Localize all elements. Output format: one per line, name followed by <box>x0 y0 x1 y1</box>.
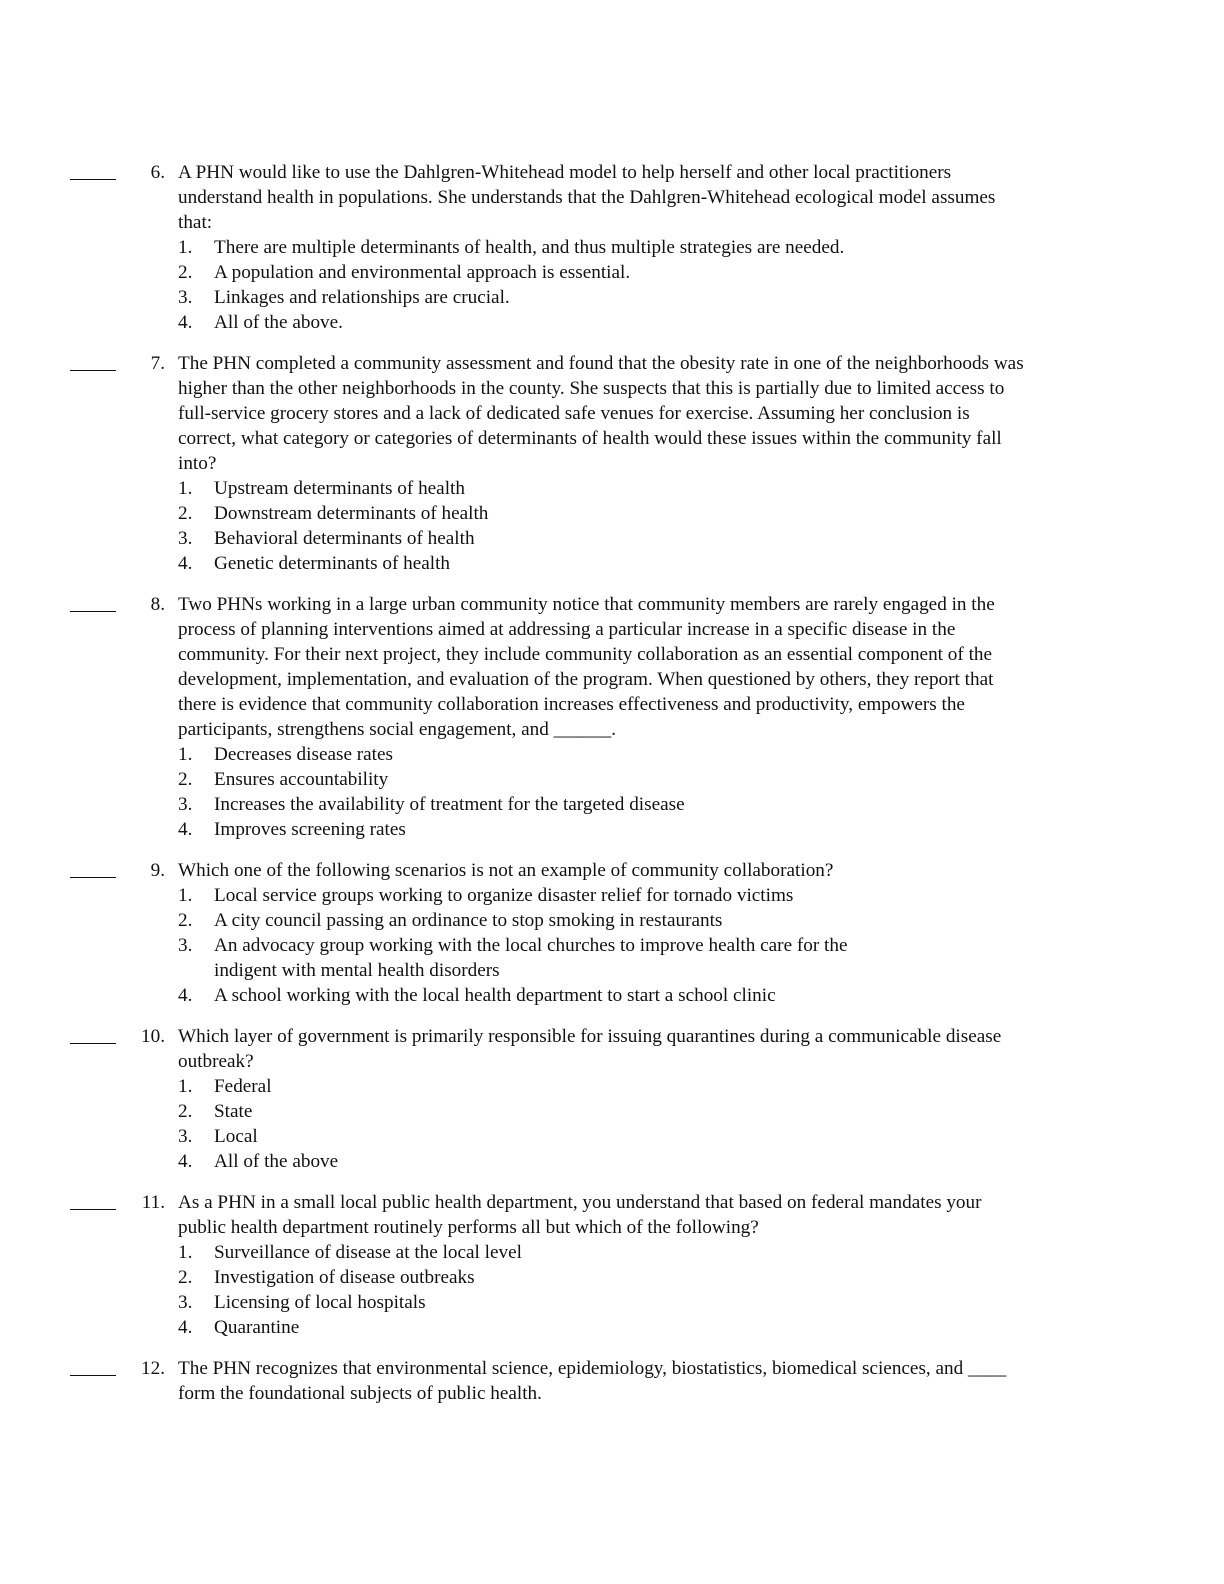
option-number: 2. <box>178 503 193 524</box>
answer-blank[interactable] <box>70 1190 116 1210</box>
question-page <box>0 160 1224 1422</box>
option-text: An advocacy group working with the local churches to improve health care for the indigent with mental health disorders <box>214 935 848 981</box>
answer-option <box>178 983 1224 1008</box>
option-number: 1. <box>178 885 193 906</box>
option-text: Increases the availability of treatment for the targeted disease <box>214 794 685 815</box>
option-text: Quarantine <box>214 1317 300 1338</box>
option-text: Ensures accountability <box>214 769 389 790</box>
option-number: 1. <box>178 478 193 499</box>
question-stem: Which layer of government is primarily responsible for issuing quarantines during a communicable disease outbreak? <box>178 1026 1002 1072</box>
answer-options <box>178 742 1224 842</box>
option-number: 4. <box>178 985 193 1006</box>
option-text: A population and environmental approach is essential. <box>214 262 631 283</box>
option-text: A school working with the local health department to start a school clinic <box>214 985 776 1006</box>
option-number: 3. <box>178 935 193 956</box>
answer-option <box>178 285 1224 310</box>
answer-option <box>178 476 1224 501</box>
option-number: 4. <box>178 1151 193 1172</box>
question-stem: The PHN completed a community assessment and found that the obesity rate in one of the neighborhoods was higher than the other neighborhoods in the county. She suspects that this is partially due to limited access to full-service grocery stores and a lack of dedicated safe venues for exercise. Assuming her conclusion is correct, what category or categories of determinants of health would these issues within the community fall into? <box>178 353 1024 474</box>
option-text: A city council passing an ordinance to stop smoking in restaurants <box>214 910 723 931</box>
question-6 <box>0 160 1224 335</box>
answer-option <box>178 883 1224 908</box>
option-number: 4. <box>178 553 193 574</box>
option-text: Surveillance of disease at the local level <box>214 1242 522 1263</box>
answer-options <box>178 1074 1224 1174</box>
option-number: 4. <box>178 819 193 840</box>
question-number: 8. <box>150 594 165 615</box>
question-stem: The PHN recognizes that environmental science, epidemiology, biostatistics, biomedical sciences, and ____ form the foundational subjects of public health. <box>178 1358 1007 1404</box>
answer-option <box>178 1315 1224 1340</box>
option-text: Decreases disease rates <box>214 744 393 765</box>
option-number: 1. <box>178 237 193 258</box>
option-number: 2. <box>178 910 193 931</box>
option-text: Behavioral determinants of health <box>214 528 475 549</box>
answer-option <box>178 1290 1224 1315</box>
option-text: Local service groups working to organize disaster relief for tornado victims <box>214 885 794 906</box>
option-number: 3. <box>178 1126 193 1147</box>
option-number: 2. <box>178 262 193 283</box>
answer-option <box>178 767 1224 792</box>
answer-option <box>178 1265 1224 1290</box>
answer-option <box>178 526 1224 551</box>
question-stem: As a PHN in a small local public health department, you understand that based on federal mandates your public health department routinely performs all but which of the following? <box>178 1192 982 1238</box>
answer-option <box>178 260 1224 285</box>
option-number: 2. <box>178 1267 193 1288</box>
question-number: 9. <box>150 860 165 881</box>
question-10 <box>0 1024 1224 1174</box>
option-text: Improves screening rates <box>214 819 406 840</box>
question-number: 10. <box>141 1026 165 1047</box>
answer-option <box>178 792 1224 817</box>
question-stem: A PHN would like to use the Dahlgren-Whitehead model to help herself and other local practitioners understand health in populations. She understands that the Dahlgren-Whitehead ecological model assumes that: <box>178 162 996 233</box>
answer-option <box>178 908 1224 933</box>
option-text: Linkages and relationships are crucial. <box>214 287 510 308</box>
option-text: Downstream determinants of health <box>214 503 489 524</box>
option-text: Local <box>214 1126 258 1147</box>
option-number: 3. <box>178 528 193 549</box>
option-number: 2. <box>178 1101 193 1122</box>
option-number: 3. <box>178 287 193 308</box>
answer-options <box>178 883 1224 1008</box>
question-number: 6. <box>150 162 165 183</box>
question-11 <box>0 1190 1224 1340</box>
answer-option <box>178 551 1224 576</box>
option-text: There are multiple determinants of health, and thus multiple strategies are needed. <box>214 237 845 258</box>
option-number: 1. <box>178 1242 193 1263</box>
answer-option <box>178 817 1224 842</box>
question-number: 7. <box>150 353 165 374</box>
question-7 <box>0 351 1224 576</box>
answer-option <box>178 1240 1224 1265</box>
answer-options <box>178 235 1224 335</box>
option-text: Federal <box>214 1076 272 1097</box>
option-text: Upstream determinants of health <box>214 478 465 499</box>
answer-blank[interactable] <box>70 1024 116 1044</box>
answer-option <box>178 235 1224 260</box>
question-number: 11. <box>141 1192 165 1213</box>
question-9 <box>0 858 1224 1008</box>
option-number: 4. <box>178 312 193 333</box>
option-number: 1. <box>178 1076 193 1097</box>
option-text: Licensing of local hospitals <box>214 1292 426 1313</box>
answer-options <box>178 476 1224 576</box>
question-stem: Which one of the following scenarios is not an example of community collaboration? <box>178 860 834 881</box>
option-text: State <box>214 1101 253 1122</box>
answer-blank[interactable] <box>70 592 116 612</box>
answer-blank[interactable] <box>70 858 116 878</box>
answer-option <box>178 310 1224 335</box>
question-8 <box>0 592 1224 842</box>
answer-option <box>178 1124 1224 1149</box>
option-number: 3. <box>178 1292 193 1313</box>
answer-options <box>178 1240 1224 1340</box>
option-text: Genetic determinants of health <box>214 553 451 574</box>
option-text: All of the above. <box>214 312 343 333</box>
answer-option <box>178 742 1224 767</box>
option-text: Investigation of disease outbreaks <box>214 1267 475 1288</box>
answer-blank[interactable] <box>70 1356 116 1376</box>
answer-option <box>178 1074 1224 1099</box>
answer-option <box>178 501 1224 526</box>
option-number: 2. <box>178 769 193 790</box>
answer-option <box>178 1149 1224 1174</box>
answer-blank[interactable] <box>70 160 116 180</box>
option-number: 3. <box>178 794 193 815</box>
question-number: 12. <box>141 1358 165 1379</box>
question-12 <box>0 1356 1224 1406</box>
option-number: 1. <box>178 744 193 765</box>
answer-option <box>178 933 1224 983</box>
answer-blank[interactable] <box>70 351 116 371</box>
question-stem: Two PHNs working in a large urban community notice that community members are rarely engaged in the process of planning interventions aimed at addressing a particular increase in a specific disease in the community. For their next project, they include community collaboration as an essential component of the development, implementation, and evaluation of the program. When questioned by others, they report that there is evidence that community collaboration increases effectiveness and productivity, empowers the participants, strengthens social engagement, and ______. <box>178 594 995 740</box>
option-number: 4. <box>178 1317 193 1338</box>
answer-option <box>178 1099 1224 1124</box>
option-text: All of the above <box>214 1151 339 1172</box>
